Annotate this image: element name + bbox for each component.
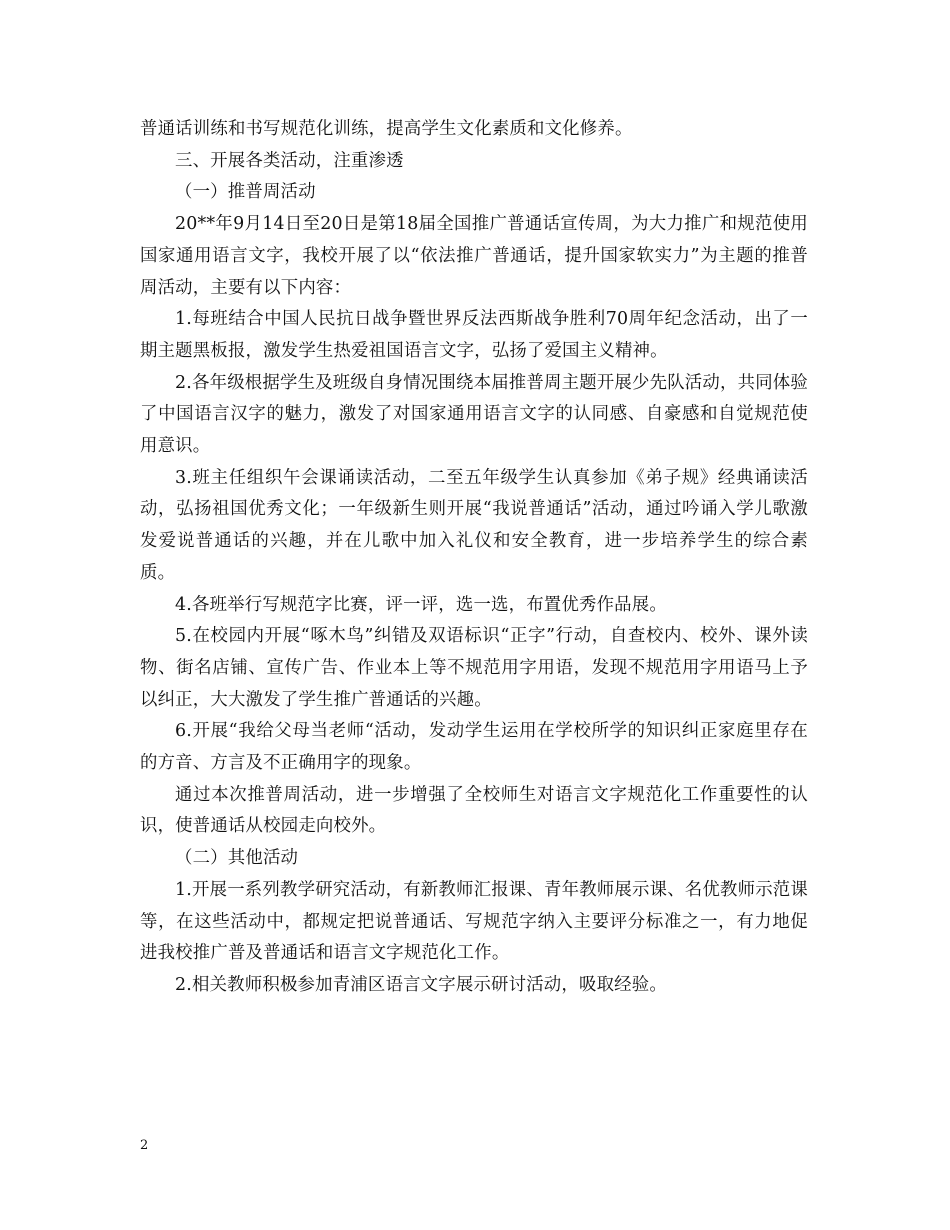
section-heading: 三、开展各类活动，注重渗透 xyxy=(175,150,404,171)
list-item: 4.各班举行写规范字比赛，评一评，选一选，布置优秀作品展。 xyxy=(175,594,667,615)
paragraph: 通过本次推普周活动，进一步增强了全校师生对语言文字规范化工作重要性的认识，使普通话从校园走向校外。 xyxy=(140,784,808,837)
list-item: 1.开展一系列教学研究活动，有新教师汇报课、青年教师展示课、名优教师示范课等，在这些活动中，都规定把说普通话、写规范字纳入主要评分标准之一，有力地促进我校推广普及普通话和语言文字规范化工作。 xyxy=(140,879,808,964)
list-item: 1.每班结合中国人民抗日战争暨世界反法西斯战争胜利70周年纪念活动，出了一期主题黑板报，激发学生热爱祖国语言文字，弘扬了爱国主义精神。 xyxy=(140,309,808,361)
paragraph: 普通话训练和书写规范化训练，提高学生文化素质和文化修养。 xyxy=(140,119,633,139)
list-item: 3.班主任组织午会课诵读活动，二至五年级学生认真参加《弟子规》经典诵读活动，弘扬祖国优秀文化；一年级新生则开展“我说普通话”活动，通过吟诵入学儿歌激发爱说普通话的兴趣，并在儿歌中加入礼仪和安全教育，进一步培养学生的综合素质。 xyxy=(140,467,808,583)
paragraph: 20**年9月14日至20日是第18届全国推广普通话宣传周，为大力推广和规范使用国家通用语言文字，我校开展了以“依法推广普通话，提升国家软实力”为主题的推普周活动，主要有以下内容： xyxy=(140,214,808,298)
subsection-heading: （一）推普周活动 xyxy=(175,182,316,203)
list-item: 2.各年级根据学生及班级自身情况围绕本届推普周主题开展少先队活动，共同体验了中国语言汉字的魅力，激发了对国家通用语言文字的认同感、自豪感和自觉规范使用意识。 xyxy=(140,372,808,457)
list-item: 5.在校园内开展“啄木鸟”纠错及双语标识“正字”行动，自查校内、校外、课外读物、街名店铺、宣传广告、作业本上等不规范用字用语，发现不规范用字用语马上予以纠正，大大激发了学生推广普通话的兴趣。 xyxy=(140,626,808,710)
list-item: 6.开展“我给父母当老师“活动，发动学生运用在学校所学的知识纠正家庭里存在的方音、方言及不正确用字的现象。 xyxy=(140,721,808,774)
page-number: 2 xyxy=(140,1138,149,1153)
body-text xyxy=(140,114,808,1002)
list-item: 2.相关教师积极参加青浦区语言文字展示研讨活动，吸取经验。 xyxy=(175,974,667,995)
subsection-heading: （二）其他活动 xyxy=(175,848,299,869)
